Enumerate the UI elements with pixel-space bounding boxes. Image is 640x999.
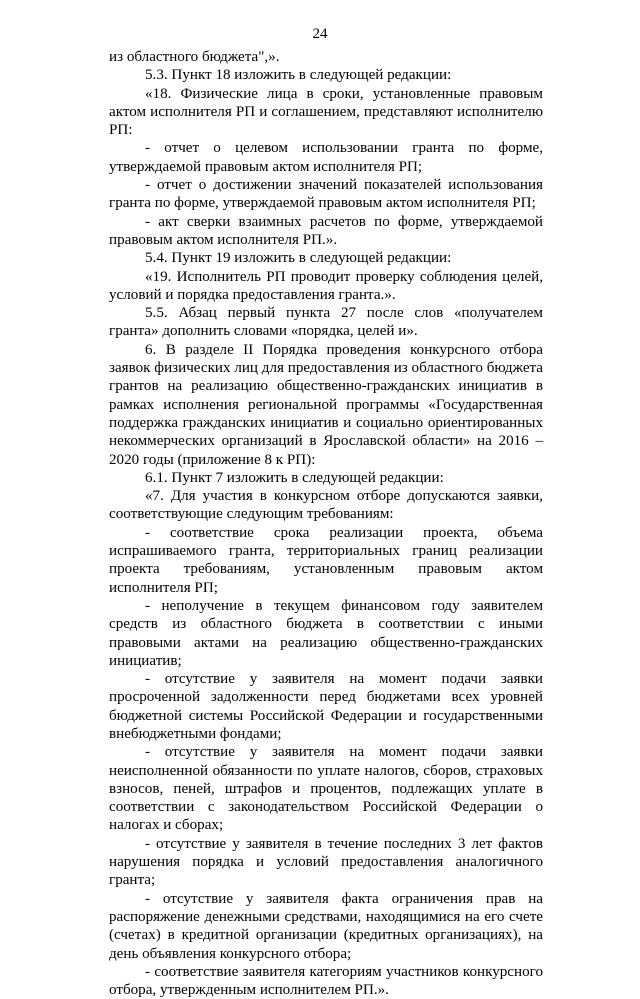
- paragraph: - отсутствие у заявителя в течение последних 3 лет фактов нарушения порядка и условий предоставления аналогичного гранта;: [109, 835, 543, 889]
- paragraph: - отсутствие у заявителя факта ограничения прав на распоряжение денежными средствами, находящимися на его счете (счетах) в кредитной организации (кредитных организациях), на день объявления конкурсного отбора;: [109, 890, 543, 962]
- document-body: [109, 48, 543, 999]
- paragraph: 6. В разделе II Порядка проведения конкурсного отбора заявок физических лиц для предоставления из областного бюджета грантов на реализацию общественно-гражданских инициатив в рамках исполнения региональной программы «Государственная поддержка гражданских инициатив и социально ориентированных некоммерческих организаций в Ярославской области» на 2016 – 2020 годы (приложение 8 к РП):: [109, 341, 543, 468]
- paragraph: - соответствие заявителя категориям участников конкурсного отбора, утвержденным исполнителем РП.».: [109, 963, 543, 999]
- paragraph: - отчет о достижении значений показателей использования гранта по форме, утверждаемой правовым актом исполнителя РП;: [109, 177, 543, 212]
- paragraph: - отчет о целевом использовании гранта по форме, утверждаемой правовым актом исполнителя РП;: [109, 140, 543, 175]
- paragraph: - отсутствие у заявителя на момент подачи заявки просроченной задолженности перед бюджетами всех уровней бюджетной системы Российской Федерации и государственными внебюджетными фондами;: [109, 671, 543, 742]
- paragraph: «18. Физические лица в сроки, установленные правовым актом исполнителя РП и соглашением, представляют исполнителю РП:: [109, 85, 543, 139]
- paragraph: - акт сверки взаимных расчетов по форме, утверждаемой правовым актом исполнителя РП.».: [109, 213, 543, 248]
- paragraph: «7. Для участия в конкурсном отборе допускаются заявки, соответствующие следующим требованиям:: [109, 488, 543, 523]
- paragraph: - неполучение в текущем финансовом году заявителем средств из областного бюджета в соответствии с иными правовыми актами на реализацию общественно-гражданских инициатив;: [109, 597, 543, 669]
- paragraph: из областного бюджета",».: [109, 49, 280, 65]
- page-number: 24: [312, 26, 328, 42]
- paragraph: - отсутствие у заявителя на момент подачи заявки неисполненной обязанности по уплате налогов, сборов, страховых взносов, пеней, штрафов и процентов, подлежащих уплате в соответствии с законодательством Российской Федерации о налогах и сборах;: [109, 744, 543, 834]
- paragraph: 5.5. Абзац первый пункта 27 после слов «получателем гранта» дополнить словами «порядка, целей и».: [109, 305, 543, 340]
- paragraph: 5.4. Пункт 19 изложить в следующей редакции:: [145, 250, 452, 267]
- paragraph: 6.1. Пункт 7 изложить в следующей редакции:: [145, 469, 444, 486]
- paragraph: 5.3. Пункт 18 изложить в следующей редакции:: [145, 67, 452, 84]
- paragraph: - соответствие срока реализации проекта, объема испрашиваемого гранта, территориальных границ реализации проекта требованиям, установленным правовым актом исполнителя РП;: [109, 524, 543, 596]
- paragraph: «19. Исполнитель РП проводит проверку соблюдения целей, условий и порядка предоставления гранта.».: [109, 268, 543, 303]
